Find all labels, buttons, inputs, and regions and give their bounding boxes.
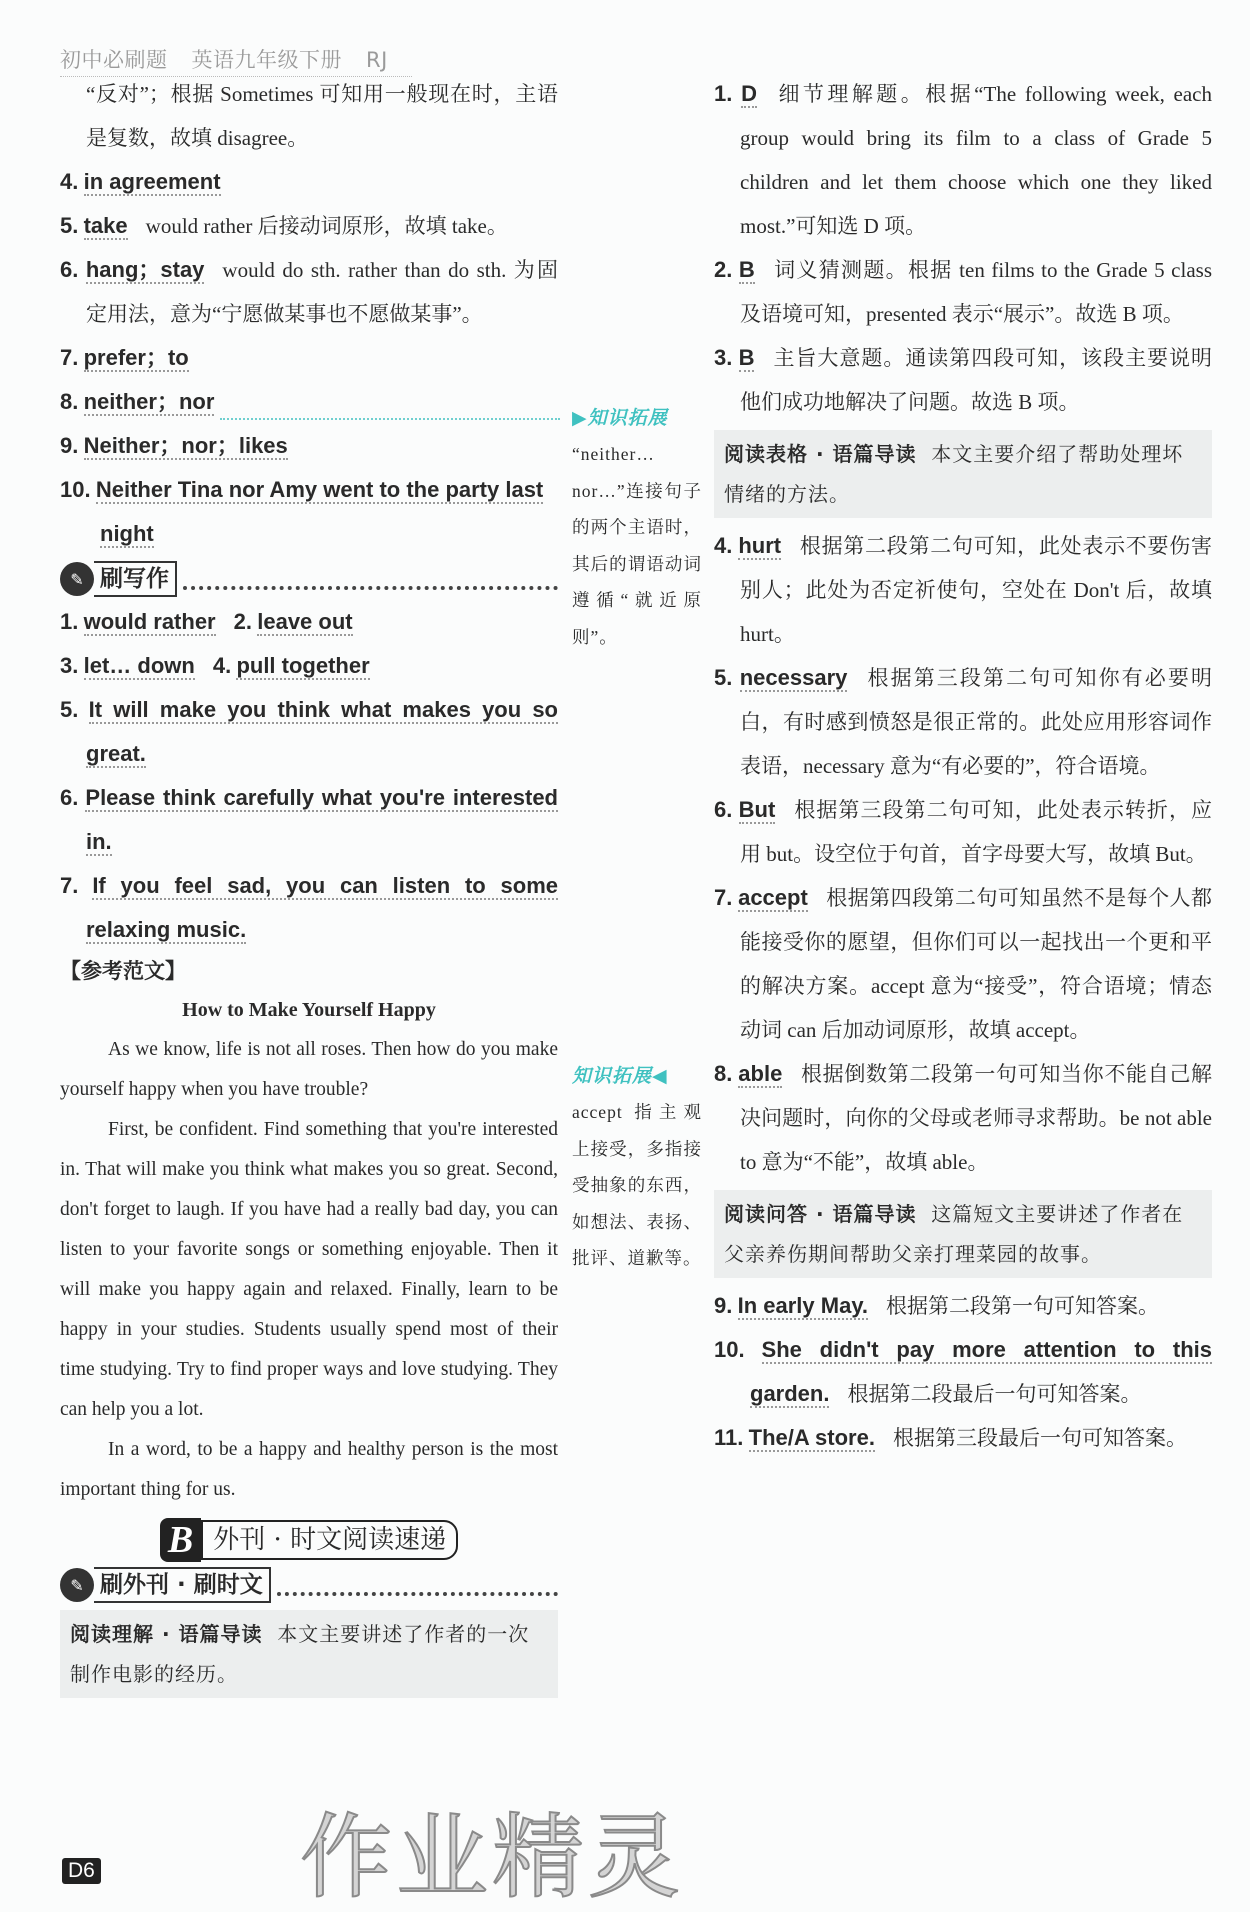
answer: Neither；nor；likes: [83, 433, 288, 458]
essay-paragraph: First, be confident. Find something that you're interested in. That will make you think what makes you so great. Second, don't forget to laugh. If you have had a really bad day, you can listen to your favorite songs or something enjoyable. Then it will make you happy again and relaxed. Finally, learn to be happy in your studies. Students usually spend most of their time studying. Try to find proper ways and love studying. They can help you a lot.: [60, 1119, 558, 1420]
series-title: 初中必刷题: [60, 48, 168, 72]
page-number: D6: [62, 1858, 101, 1884]
answer-item: [60, 160, 558, 204]
model-essay-label: 【参考范文】: [60, 959, 186, 983]
watermark: 作业精灵: [300, 1804, 685, 1911]
essay-title: How to Make Yourself Happy: [182, 999, 436, 1021]
answer: B: [738, 345, 755, 370]
guide-label: 阅读问答 · 语篇导读: [724, 1202, 917, 1226]
explanation: 根据第四段第二句可知虽然不是每个人都能接受你的愿望，但你们可以一起找出一个更和平的解决方案。accept 意为“接受”，符合语境；情态动词 can 后加动词原形，故填 accept。: [740, 886, 1213, 1042]
dotted-rule: [183, 568, 558, 590]
item-number: 7.: [60, 345, 79, 370]
item-number: 3.: [714, 345, 733, 370]
continued-explanation: “反对”；根据 Sometimes 可知用一般现在时，主语是复数，故填 disagree。: [86, 82, 558, 150]
guide-text: 这篇短文主要讲述了作者在父亲养伤期间帮助父亲打理菜园的故事。: [724, 1202, 1184, 1266]
item-number: 8.: [60, 389, 79, 414]
explanation: 根据第二段第二句可知，此处表示不要伤害别人；此处为否定祈使句，空处在 Don't 后，故填 hurt。: [740, 534, 1213, 646]
item-number: 4.: [714, 533, 733, 558]
knowledge-note: [572, 400, 702, 655]
answer-item: [714, 248, 1212, 336]
answer: pull together: [236, 653, 370, 678]
guide-label: 阅读理解 · 语篇导读: [70, 1622, 263, 1646]
item-number: 2.: [233, 609, 252, 634]
explanation: 根据第二段最后一句可知答案。: [847, 1382, 1142, 1406]
answer-item: [60, 248, 558, 336]
edition: RJ: [366, 48, 388, 72]
item-number: 6.: [60, 257, 79, 282]
answer: Please think carefully what you're interested in.: [85, 785, 559, 854]
item-number: 9.: [60, 433, 79, 458]
answer: would rather: [83, 609, 216, 634]
item-number: 3.: [60, 653, 79, 678]
answer-item: [714, 656, 1212, 788]
item-number: 6.: [60, 785, 79, 810]
brush-icon: ✎: [60, 562, 94, 596]
answer: hurt: [738, 533, 782, 558]
answer: D: [741, 81, 757, 106]
answer: In early May.: [737, 1293, 869, 1318]
item-number: 5.: [60, 697, 79, 722]
answer: in agreement: [83, 169, 221, 194]
book-title: 英语九年级下册: [191, 48, 342, 72]
answer: It will make you think what makes you so great.: [86, 697, 558, 766]
answer-item: [714, 1328, 1212, 1416]
answer: necessary: [739, 665, 848, 690]
item-number: 8.: [714, 1061, 733, 1086]
answer-item: [714, 1052, 1212, 1184]
knowledge-text: accept 指主观上接受，多指接受抽象的东西，如想法、表扬、批评、道歉等。: [572, 1102, 702, 1268]
section-title: 刷外刊 · 刷时文: [94, 1567, 271, 1603]
explanation: 词义猜测题。根据 ten films to the Grade 5 class 及语境可知，presented 表示“展示”。故选 B 项。: [740, 258, 1212, 326]
section-header-foreign: [60, 1566, 558, 1604]
answer-item: [60, 424, 558, 468]
answer: B: [738, 257, 755, 282]
answer-item: [60, 204, 558, 248]
item-number: 2.: [714, 257, 733, 282]
explanation: would do sth. rather than do sth. 为固定用法，意为“宁愿做某事也不愿做某事”。: [86, 258, 558, 326]
answer: The/A store.: [748, 1425, 875, 1450]
explanation: 根据第二段第一句可知答案。: [886, 1294, 1160, 1318]
reading-guide-box: [714, 1190, 1212, 1278]
answer-item: [714, 788, 1212, 876]
section-header-writing: [60, 560, 558, 598]
reading-guide-box: [60, 1610, 558, 1698]
essay-paragraph: In a word, to be a happy and healthy person is the most important thing for us.: [60, 1439, 558, 1500]
part-letter: B: [160, 1518, 201, 1562]
item-number: 5.: [60, 213, 79, 238]
answer-item: [714, 524, 1212, 656]
item-number: 10.: [60, 477, 91, 502]
brush-icon: ✎: [60, 1568, 94, 1602]
item-number: 1.: [60, 609, 79, 634]
answer: able: [738, 1061, 783, 1086]
explanation: would rather 后接动词原形，故填 take。: [145, 214, 508, 238]
item-number: 1.: [714, 81, 733, 106]
answer-item: [60, 336, 558, 380]
section-title: 刷写作: [94, 561, 177, 597]
answer: If you feel sad, you can listen to some relaxing music.: [86, 873, 558, 942]
explanation: 根据第三段第二句可知，此处表示转折，应用 but。设空位于句首，首字母要大写，故填 But。: [740, 798, 1213, 866]
explanation: 根据倒数第二段第一句可知当你不能自己解决问题时，向你的父母或老师寻求帮助。be not able to 意为“不能”，故填 able。: [740, 1062, 1213, 1174]
explanation: 根据第三段最后一句可知答案。: [892, 1426, 1187, 1450]
guide-text: 本文主要讲述了作者的一次制作电影的经历。: [70, 1622, 530, 1686]
item-number: 5.: [714, 665, 733, 690]
part-title: 外刊 · 时文阅读速递: [201, 1520, 458, 1560]
answer: She didn't pay more attention to this garden.: [750, 1337, 1213, 1406]
answer: prefer；to: [83, 345, 189, 370]
right-column: [714, 72, 1212, 1460]
item-number: 7.: [714, 885, 733, 910]
answer-item: [60, 688, 558, 776]
explanation: 根据第三段第二句可知你有必要明白，有时感到愤怒是很正常的。此处应用形容词作表语，necessary 意为“有必要的”，符合语境。: [740, 666, 1212, 778]
item-number: 9.: [714, 1293, 733, 1318]
answer-item: [60, 600, 558, 644]
answer-item: [60, 380, 558, 424]
answer-item: [60, 864, 558, 952]
essay-paragraph: As we know, life is not all roses. Then how do you make yourself happy when you have trouble?: [60, 1039, 558, 1100]
answer-item: [60, 776, 558, 864]
item-number: 4.: [60, 169, 79, 194]
answer: Neither Tina nor Amy went to the party last night: [95, 477, 544, 546]
item-number: 10.: [714, 1337, 745, 1362]
guide-label: 阅读表格 · 语篇导读: [724, 442, 917, 466]
knowledge-label: 知识拓展◀: [572, 1065, 668, 1087]
answer-item: [714, 336, 1212, 424]
knowledge-note: [572, 1058, 702, 1277]
explanation: 细节理解题。根据“The following week, each group would bring its film to a class of Grade 5 children and let them choose which one they liked most.”可知选 D 项。: [740, 82, 1212, 238]
answer: neither；nor: [83, 389, 215, 414]
answer: hang；stay: [85, 257, 205, 282]
part-b-banner: [60, 1518, 558, 1562]
left-column: [60, 72, 558, 1704]
guide-text: 本文主要介绍了帮助处理坏情绪的方法。: [724, 442, 1184, 506]
answer-item: [714, 1416, 1212, 1460]
answer-item: [714, 72, 1212, 248]
answer: leave out: [257, 609, 353, 634]
item-number: 4.: [212, 653, 232, 678]
knowledge-text: “neither…nor…”连接句子的两个主语时，其后的谓语动词遵循“就近原则”。: [572, 444, 702, 647]
answer: take: [83, 213, 128, 238]
answer: But: [738, 797, 776, 822]
dotted-rule: [277, 1574, 558, 1596]
answer-item: [60, 468, 558, 556]
item-number: 7.: [60, 873, 79, 898]
item-number: 11.: [714, 1425, 744, 1450]
answer-item: [714, 1284, 1212, 1328]
knowledge-label: ▶知识拓展: [572, 407, 668, 429]
answer: accept: [738, 885, 808, 910]
explanation: 主旨大意题。通读第四段可知，该段主要说明他们成功地解决了问题。故选 B 项。: [740, 346, 1213, 414]
answer-item: [60, 644, 558, 688]
reading-guide-box: [714, 430, 1212, 518]
item-number: 6.: [714, 797, 733, 822]
answer: let… down: [83, 653, 195, 678]
answer-item: [714, 876, 1212, 1052]
